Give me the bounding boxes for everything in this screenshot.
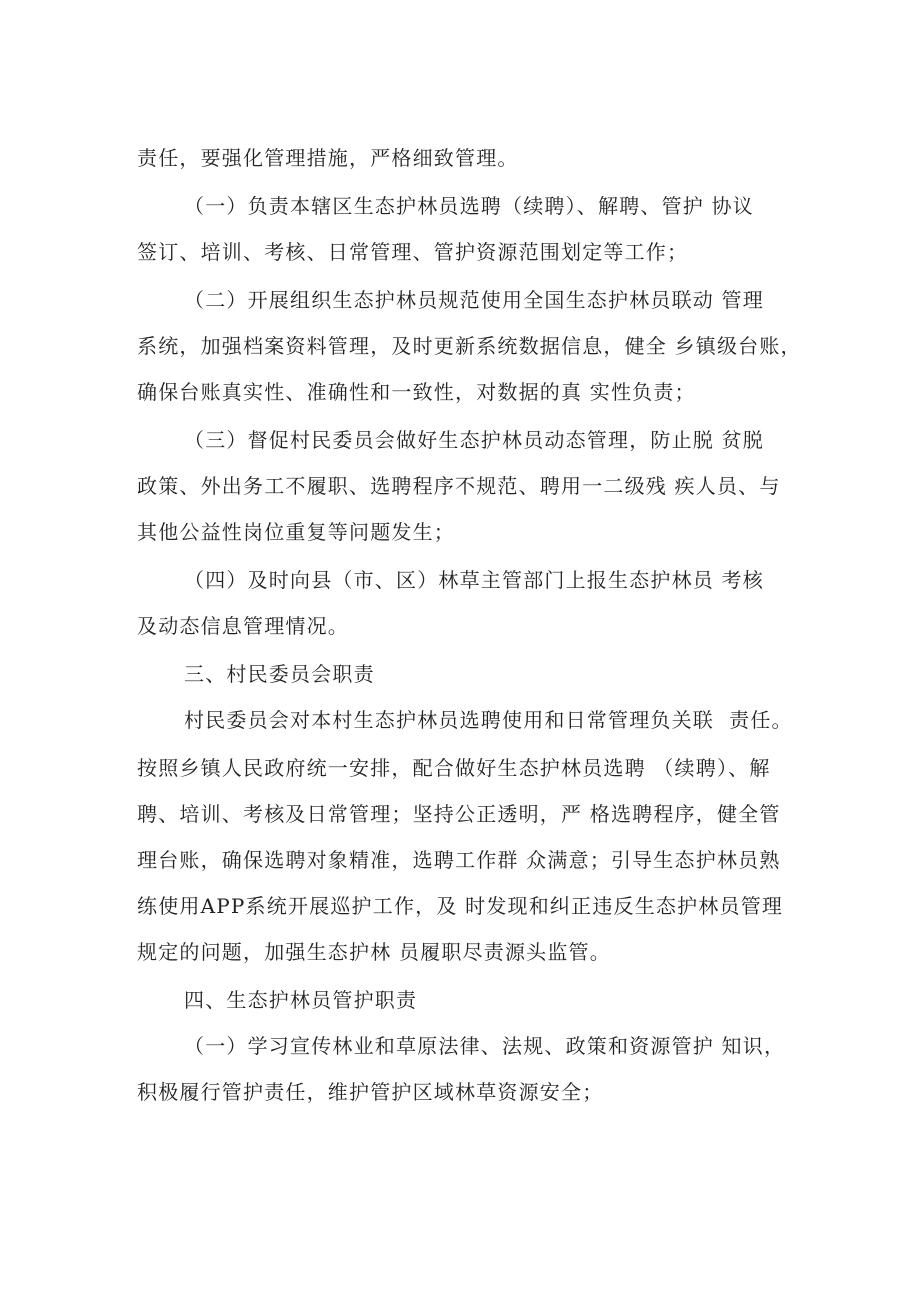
paragraph-line: 积极履行管护责任，维护管护区域林草资源安全；: [137, 1080, 604, 1104]
section-heading: 四、生态护林员管护职责: [184, 988, 418, 1012]
paragraph-line: 练使用APP系统开展巡护工作，及 时发现和纠正违反生态护林员管理: [137, 894, 784, 918]
paragraph-line: 系统，加强档案资料管理，及时更新系统数据信息，健全 乡镇级台账，: [137, 334, 802, 358]
paragraph-line: 其他公益性岗位重复等问题发生；: [137, 520, 455, 544]
paragraph-line: 聘、培训、考核及日常管理；坚持公正透明，严 格选聘程序，健全管: [137, 802, 781, 826]
paragraph-line: 按照乡镇人民政府统一安排，配合做好生态护林员选聘 （续聘）、解: [137, 756, 771, 780]
paragraph-line: 规定的问题，加强生态护林 员履职尽责源头监管。: [137, 940, 611, 964]
paragraph-line: （一）学习宣传林业和草原法律、法规、政策和资源管护 知识，: [184, 1034, 786, 1058]
paragraph-line: 签订、培训、考核、日常管理、管护资源范围划定等工作；: [137, 240, 689, 264]
paragraph-line: （四）及时向县（市、区）林草主管部门上报生态护林员 考核: [184, 568, 764, 592]
paragraph-line: （二）开展组织生态护林员规范使用全国生态护林员联动 管理: [184, 288, 764, 312]
paragraph-line: 责任，要强化管理措施，严格细致管理。: [137, 146, 519, 170]
paragraph-line: （三）督促村民委员会做好生态护林员动态管理，防止脱 贫脱: [184, 428, 764, 452]
paragraph-line: 确保台账真实性、准确性和一致性，对数据的真 实性负责；: [137, 380, 696, 404]
paragraph-line: 及动态信息管理情况。: [137, 614, 349, 638]
paragraph-line: 理台账，确保选聘对象精准，选聘工作群 众满意；引导生态护林员熟: [137, 848, 781, 872]
paragraph-line: （一）负责本辖区生态护林员选聘（续聘）、解聘、管护 协议: [184, 194, 754, 218]
paragraph-line: 村民委员会对本村生态护林员选聘使用和日常管理负关联 责任。: [184, 708, 793, 732]
section-heading: 三、村民委员会职责: [184, 662, 375, 686]
paragraph-line: 政策、外出务工不履职、选聘程序不规范、聘用一二级残 疾人员、与: [137, 474, 781, 498]
